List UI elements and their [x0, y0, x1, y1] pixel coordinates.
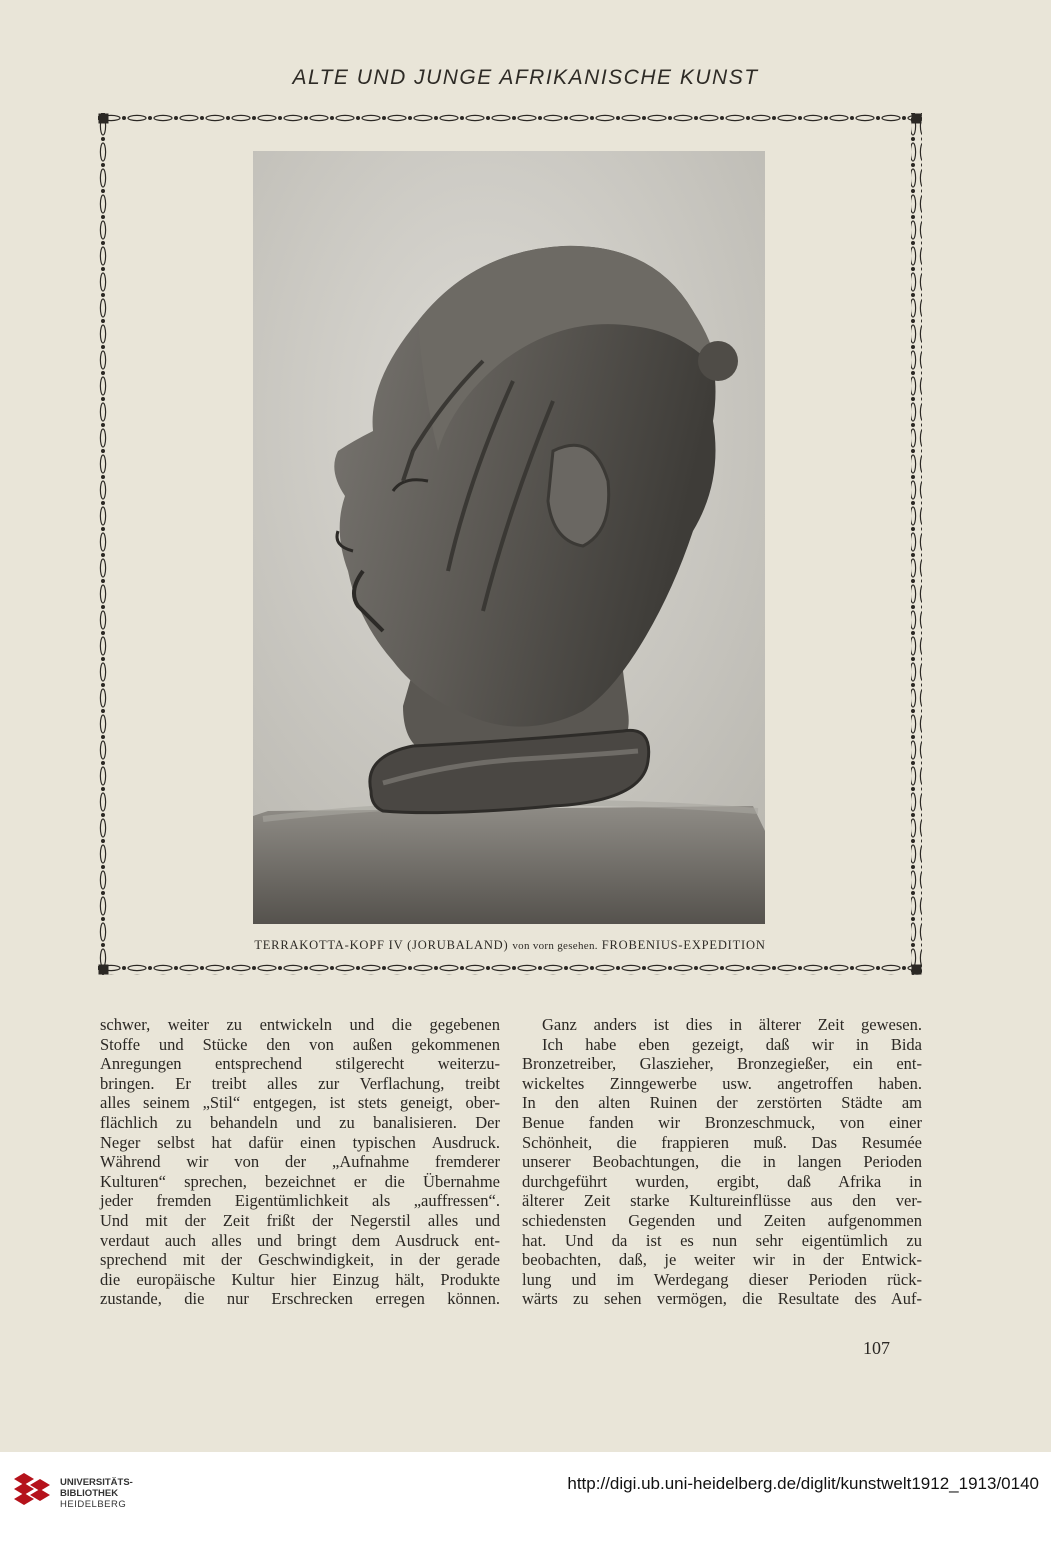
text-line: älterer Zeit starke Kultureinflüsse aus den ver-: [522, 1191, 922, 1211]
text-line: flächlich zu behandeln und zu banalisieren. Der: [100, 1112, 500, 1132]
text-line: die europäische Kultur hier Einzug hält, Produkte: [100, 1269, 500, 1289]
caption-title: TERRAKOTTA-KOPF IV (JORUBALAND): [254, 938, 509, 952]
text-line: In den alten Ruinen der zerstörten Städte am: [522, 1093, 922, 1113]
library-city: HEIDELBERG: [60, 1499, 127, 1510]
library-name: [60, 1477, 133, 1510]
text-line: hat. Und da ist es nun sehr eigentümlich zu: [522, 1230, 922, 1250]
text-line: wärts zu sehen vermögen, die Resultate des Auf-: [522, 1289, 922, 1309]
text-line: lung und im Werdegang dieser Perioden rück-: [522, 1269, 922, 1289]
text-line: Stoffe und Stücke den von außen gekommenen: [100, 1034, 500, 1054]
text-line: Schönheit, die frappieren muß. Das Resumée: [522, 1132, 922, 1152]
text-line: jeder fremden Eigentümlichkeit als „auffressen“.: [100, 1191, 500, 1211]
footer-bar: [0, 1452, 1051, 1565]
text-line: Ich habe eben gezeigt, daß wir in Bida: [542, 1034, 922, 1054]
page-number: 107: [863, 1338, 890, 1358]
text-line: Bronzetreiber, Glaszieher, Bronzegießer, ein ent-: [522, 1054, 922, 1074]
running-title: ALTE UND JUNGE AFRIKANISCHE KUNST: [292, 66, 759, 89]
text-line: Ganz anders ist dies in älterer Zeit gewesen.: [542, 1015, 922, 1034]
figure-caption: [98, 938, 922, 953]
text-line: Benue fanden wir Bronzeschmuck, von einer: [522, 1112, 922, 1132]
library-name-line: UNIVERSITÄTS-: [60, 1477, 133, 1488]
text-line: Während wir von der „Aufnahme fremderer: [100, 1152, 500, 1172]
text-line: schiedensten Gegenden und Zeiten aufgenommen: [522, 1210, 922, 1230]
sculpture-photo: [253, 151, 765, 924]
text-line: Neger selbst hat dafür einen typischen Ausdruck.: [100, 1132, 500, 1152]
caption-note: von vorn gesehen.: [512, 940, 598, 952]
text-line: alles seinem „Stil“ entgegen, ist stets geneigt, ober-: [100, 1093, 500, 1113]
text-line: sprechend mit der Geschwindigkeit, in der gerade: [100, 1250, 500, 1270]
text-line: wickeltes Zinngewerbe usw. angetroffen haben.: [522, 1073, 922, 1093]
text-line: zustande, die nur Erschrecken erregen können.: [100, 1289, 500, 1309]
text-line: Und mit der Zeit frißt der Negerstil alles und: [100, 1210, 500, 1230]
text-line: durchgeführt wurden, ergibt, daß Afrika in: [522, 1171, 922, 1191]
text-line: schwer, weiter zu entwickeln und die gegebenen: [100, 1015, 500, 1034]
library-name-line: BIBLIOTHEK: [60, 1488, 119, 1499]
text-line: beobachten, daß, je weiter wir in der Entwick-: [522, 1250, 922, 1270]
text-line: Kulturen“ sprechen, bezeichnet er die Übernahme: [100, 1171, 500, 1191]
caption-credit: FROBENIUS-EXPEDITION: [601, 938, 766, 952]
text-line: verdaut auch alles und bringt dem Ausdruck ent-: [100, 1230, 500, 1250]
text-line: bringen. Er treibt alles zur Verflachung, treibt: [100, 1073, 500, 1093]
text-column-right: [522, 1015, 922, 1309]
library-logo-icon: [10, 1469, 54, 1513]
text-line: Anregungen entsprechend stilgerecht weiterzu-: [100, 1054, 500, 1074]
terracotta-head-image: [253, 151, 765, 924]
text-column-left: [100, 1015, 500, 1309]
text-line: unserer Beobachtungen, die in langen Perioden: [522, 1152, 922, 1172]
source-url-link[interactable]: http://digi.ub.uni-heidelberg.de/diglit/kunstwelt1912_1913/0140: [567, 1474, 1039, 1493]
